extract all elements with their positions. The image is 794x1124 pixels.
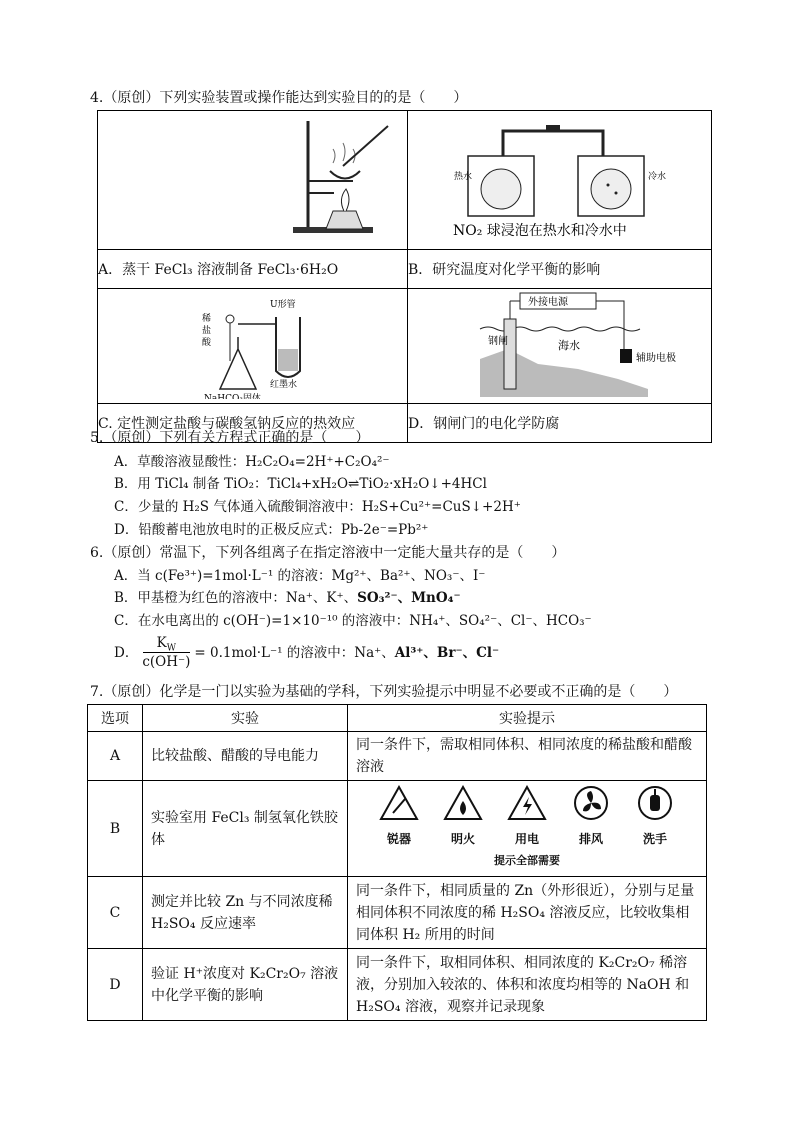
table-row — [88, 949, 707, 1021]
fraction-denominator: c(OH⁻) — [142, 653, 191, 670]
row-c-experiment: 测定并比较 Zn 与不同浓度稀 H₂SO₄ 反应速率 — [143, 877, 348, 949]
electricity-icon — [498, 785, 556, 850]
fan-label: 排风 — [578, 832, 603, 846]
sharp-object-icon — [370, 785, 428, 850]
red-ink-label: 红墨水 — [270, 380, 298, 390]
q4-option-a: A．蒸干 FeCl₃ 溶液制备 FeCl₃·6H₂O — [98, 250, 408, 289]
q5-option-c: C．少量的 H₂S 气体通入硫酸铜溶液中：H₂S+Cu²⁺=CuS↓+2H⁺ — [114, 499, 521, 515]
row-a-experiment: 比较盐酸、醋酸的导电能力 — [143, 732, 348, 781]
evaporation-apparatus-image — [98, 111, 407, 245]
q6-option-b — [114, 588, 461, 608]
u-tube-label: U形管 — [270, 300, 296, 310]
q5-option-d: D．铅酸蓄电池放电时的正极反应式：Pb-2e⁻=Pb²⁺ — [114, 522, 429, 538]
q4-a-image-cell — [98, 111, 408, 250]
fan-icon — [562, 785, 620, 850]
q4-b-image-cell — [408, 111, 712, 250]
q4-grid — [97, 110, 712, 443]
hand-wash-icon — [626, 785, 684, 850]
q6-option-a: A．当 c(Fe³⁺)=1mol·L⁻¹ 的溶液：Mg²⁺、Ba²⁺、NO₃⁻、I⁻ — [114, 568, 486, 584]
steel-gate-apparatus-image — [408, 289, 711, 399]
sharp-label: 锐器 — [386, 832, 411, 846]
q5-option-a: A．草酸溶液显酸性：H₂C₂O₄=2H⁺+C₂O₄²⁻ — [114, 454, 390, 470]
row-d-tip: 同一条件下，取相同体积、相同浓度的 K₂Cr₂O₇ 稀溶液，分别加入较浓的、体积和浓度均相等的 NaOH 和 H₂SO₄ 溶液，观察并记录现象 — [348, 949, 707, 1021]
q7-table — [87, 704, 707, 1021]
header-option: 选项 — [88, 705, 143, 732]
row-d-option: D — [88, 949, 143, 1021]
nahco3-label: NaHCO₃固体 — [204, 394, 261, 399]
row-a-option: A — [88, 732, 143, 781]
wash-label: 洗手 — [642, 832, 667, 846]
q6-option-d-ions: Al³⁺、Br⁻、Cl⁻ — [394, 645, 500, 661]
flame-icon — [434, 785, 492, 850]
kw-k: K — [156, 634, 167, 651]
gate-label: 钢闸 — [488, 336, 508, 347]
q6-stem: 6.（原创）常温下，下列各组离子在指定溶液中一定能大量共存的是（ ） — [90, 545, 566, 561]
table-row — [88, 877, 707, 949]
row-b-tip — [348, 781, 707, 877]
row-b-option: B — [88, 781, 143, 877]
aux-electrode-label: 辅助电极 — [636, 353, 676, 364]
q4-option-c: C. 定性测定盐酸与碳酸氢钠反应的热效应 — [98, 404, 408, 443]
q6-option-d-text: = 0.1mol·L⁻¹ 的溶液中：Na⁺、 — [194, 645, 395, 661]
icons-caption: 提示全部需要 — [494, 854, 560, 867]
acid-label-3: 酸 — [202, 338, 212, 348]
header-tip: 实验提示 — [348, 705, 707, 732]
table-row — [88, 781, 707, 877]
sea-label: 海水 — [558, 339, 580, 352]
table-row — [88, 732, 707, 781]
no2-caption: NO₂ 球浸泡在热水和冷水中 — [453, 223, 627, 239]
kw-fraction — [142, 635, 190, 672]
q6-option-b-text: B．甲基橙为红色的溶液中：Na⁺、K⁺、 — [114, 590, 358, 606]
q5-stem: 5.（原创）下列有关方程式正确的是（ ） — [90, 430, 370, 446]
safety-icons — [356, 785, 698, 850]
row-c-tip: 同一条件下，相同质量的 Zn（外形很近），分别与足量相同体积不同浓度的稀 H₂SO₄ 溶液反应，比较收集相同体积 H₂ 所用的时间 — [348, 877, 707, 949]
header-experiment: 实验 — [143, 705, 348, 732]
q7-stem: 7.（原创）化学是一门以实验为基础的学科，下列实验提示中明显不必要或不正确的是（ ） — [90, 684, 678, 700]
q5-option-b: B．用 TiCl₄ 制备 TiO₂：TiCl₄+xH₂O⇌TiO₂·xH₂O↓+4HCl — [114, 476, 487, 492]
q4-option-b: B．研究温度对化学平衡的影响 — [408, 250, 712, 289]
flame-label: 明火 — [450, 832, 475, 846]
q4-c-image-cell — [98, 289, 408, 404]
hot-water-label: 热水 — [454, 172, 473, 182]
row-b-experiment: 实验室用 FeCl₃ 制氢氧化铁胶体 — [143, 781, 348, 877]
electricity-label: 用电 — [514, 832, 539, 846]
fraction-numerator — [143, 635, 190, 653]
q6-option-c: C．在水电离出的 c(OH⁻)=1×10⁻¹⁰ 的溶液中：NH₄⁺、SO₄²⁻、Cl⁻、HCO₃⁻ — [114, 613, 592, 629]
row-a-tip: 同一条件下，需取相同体积、相同浓度的稀盐酸和醋酸溶液 — [348, 732, 707, 781]
cold-water-label: 冷水 — [648, 172, 667, 182]
q6-option-d-label: D． — [114, 645, 139, 661]
q6-option-d — [114, 633, 499, 673]
u-tube-apparatus-image — [98, 289, 407, 399]
no2-bulbs-apparatus-image — [408, 111, 711, 245]
acid-label-2: 盐 — [202, 326, 212, 336]
row-d-experiment: 验证 H⁺浓度对 K₂Cr₂O₇ 溶液中化学平衡的影响 — [143, 949, 348, 1021]
kw-sub: W — [166, 643, 177, 654]
q4-d-image-cell — [408, 289, 712, 404]
q6-option-b-ions: SO₃²⁻、MnO₄⁻ — [357, 590, 461, 606]
acid-label: 稀 — [202, 314, 212, 324]
q4-option-d: D．钢闸门的电化学防腐 — [408, 404, 712, 443]
power-label: 外接电源 — [528, 297, 568, 308]
row-c-option: C — [88, 877, 143, 949]
q4-stem: 4.（原创）下列实验装置或操作能达到实验目的的是（ ） — [90, 90, 468, 106]
